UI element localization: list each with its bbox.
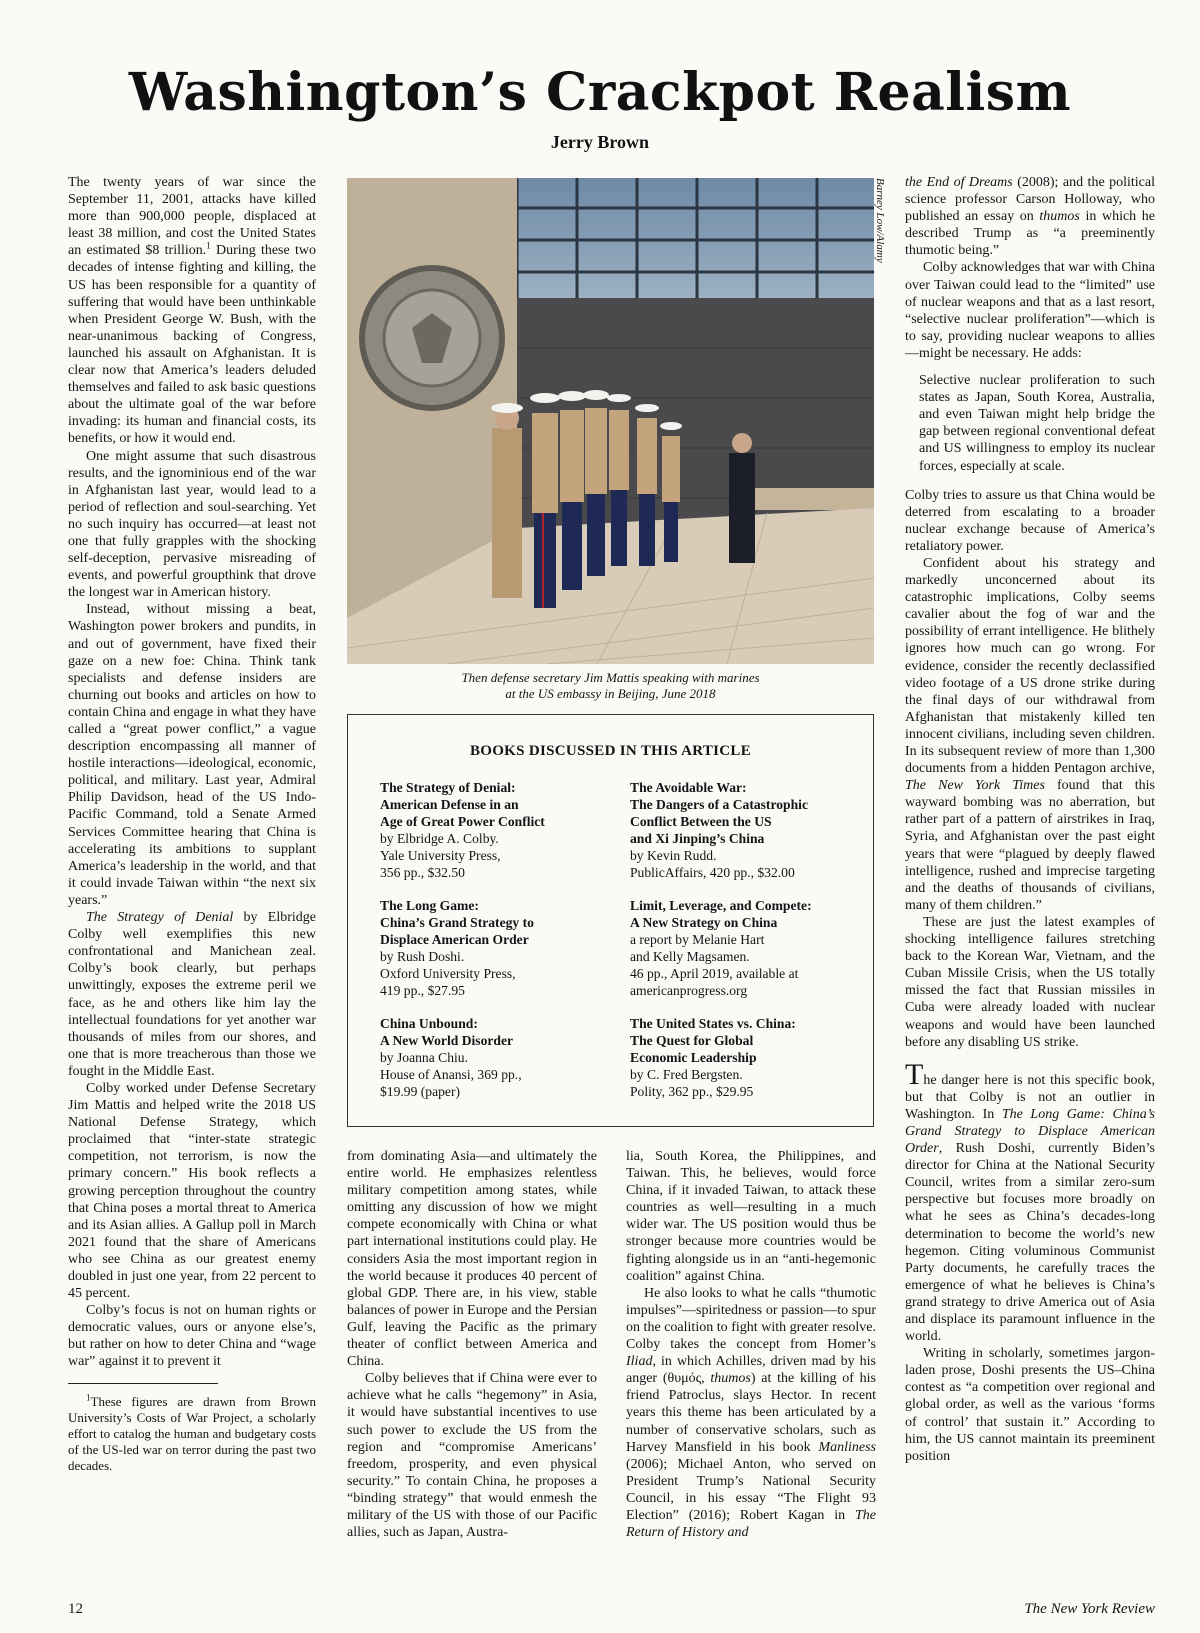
byline: Jerry Brown	[550, 132, 650, 152]
text-column-3	[626, 1148, 876, 1541]
paragraph: Confident about his strategy and markedly unconcerned about its catastrophic implications, Colby seems cavalier about the fog of war and the possibility of errant intelligence. He blithely ignores how much can go wrong. For evidence, consider the recently declassified video footage of a US drone strike during the final days of our withdrawal from Afghanistan that mistakenly killed ten innocent civilians, including seven children. In its subsequent review of more than 1,300 documents from a hidden Pentagon archive, The New York Times found that this wayward bombing was no aberration, but rather part of a pattern of airstrikes in Iraq, Syria, and Afghanistan over the past eight years that were “plagued by deeply flawed intelligence, rushed and imprecise targeting and the deaths of thousands of civilians, many of them children.”	[905, 555, 1155, 913]
article-photo	[347, 178, 874, 664]
paragraph: Writing in scholarly, sometimes jargon-laden prose, Doshi presents the US–China contest as “a competition over regional and global order, as well as the various ‘forms of control’ that sustain it.” According to him, the US cannot maintain its preeminent position	[905, 1346, 1155, 1464]
article-title: Washington’s Crackpot Realism	[128, 62, 1072, 123]
book-entry: The United States vs. China: The Quest for Global Economic Leadership by C. Fred Bergsten. Polity, 362 pp., $29.95	[630, 1016, 796, 1099]
paragraph: He also looks to what he calls “thumotic impulses”—spiritedness or passion—to spur on the coalition to fight with greater resolve. Colby takes the concept from Homer’s Iliad, in which Achilles, driven mad by his anger (θυμός, thumos) at the killing of his friend Patroclus, slays Hector. In recent years this theme has been articulated by a number of conservative scholars, such as Harvey Mansfield in his book Manliness (2006); Michael Anton, who served on President Trump’s National Security Council, in his essay “The Flight 93 Election” (2016); Robert Kagan in The Return of History and	[626, 1285, 876, 1541]
paragraph: One might assume that such disastrous results, and the ignominious end of the war in Afghanistan last year, would lead to a period of reflection and soul-searching. Yet no such inquiry has occurred—at least not one that fully grapples with the shocking self-deception, pervasive misreading of events, and powerful groupthink that drove the longest war in American history.	[68, 448, 316, 601]
book-entry: The Avoidable War: The Dangers of a Catastrophic Conflict Between the US and Xi Jinping’s China by Kevin Rudd. PublicAffairs, 420 pp., $32.00	[630, 780, 808, 880]
text-column-1	[68, 174, 316, 1474]
books-discussed-box	[347, 714, 874, 1127]
text-column-4	[905, 174, 1155, 1465]
photo-caption: Then defense secretary Jim Mattis speaking with marines at the US embassy in Beijing, June 2018	[461, 670, 760, 701]
book-entry: The Strategy of Denial: American Defense in an Age of Great Power Conflict by Elbridge A. Colby. Yale University Press, 356 pp., $32.50	[380, 780, 545, 880]
photo-credit: Barney Low/Alamy	[874, 178, 886, 263]
book-entry: China Unbound: A New World Disorder by Joanna Chiu. House of Anansi, 369 pp., $19.99 (paper)	[380, 1016, 522, 1099]
footnote: $^1$These figures are drawn from Brown University’s Costs of War Project, a scholarly effort to catalog the human and budgetary costs of the US-led war on terror during the past two decades.	[68, 1392, 316, 1473]
page-number: 12	[68, 1601, 83, 1617]
books-box-heading: BOOKS DISCUSSED IN THIS ARTICLE	[469, 743, 752, 759]
embassy-marines-illustration	[347, 178, 874, 664]
paragraph: Colby tries to assure us that China would be deterred from escalating to a broader nuclear exchange because of America’s retaliatory power.	[905, 487, 1155, 554]
paragraph: These are just the latest examples of shocking intelligence failures stretching back to the Korean War, Vietnam, and the Cuban Missile Crisis, when the US totally missed the fact that Russian missiles in Cuba were already loaded with nuclear weapons and would have been launched before any disabling US strike.	[905, 914, 1155, 1050]
footnote-marker: 1	[206, 240, 211, 251]
paragraph: Instead, without missing a beat, Washington power brokers and pundits, in and out of government, have fixed their gaze on a new foe: China. Think tank specialists and defense insiders are churning out books and articles on how to contain China and engage in what they have called a “great power conflict,” a vague description encompassing all manner of hostile interactions—ideological, economic, political, and military. Last year, Admiral Philip Davidson, head of the US Indo-Pacific Command, told a Senate Armed Services Committee hearing that China is accelerating its ambitions to supplant America’s leadership in the world, and that it could invade Taiwan within “the next six years.”	[68, 602, 316, 908]
paragraph: Colby believes that if China were ever to achieve what he calls “hegemony” in Asia, it would have substantial incentives to use such power to exclude the US from the region and “compromise Americans’ freedom, prosperity, and even physical security.” To contain China, he proposes a “binding strategy” that would enmesh the military of the US with those of our Pacific allies, such as Japan, Austra-	[347, 1371, 597, 1541]
publication-name: The New York Review	[1024, 1601, 1155, 1617]
block-quote: Selective nuclear proliferation to such states as Japan, South Korea, Australia, and even Taiwan might help bridge the gap between regional conventional defeat and US willingness to employ its nuclear forces, especially at scale.	[919, 373, 1155, 474]
paragraph: Colby’s focus is not on human rights or democratic values, ours or anyone else’s, but rather on how to deter China and “wage war” against it to prevent it	[68, 1303, 316, 1370]
book-entry: Limit, Leverage, and Compete: A New Strategy on China a report by Melanie Hart and Kelly Magsamen. 46 pp., April 2019, available at americanprogress.org	[630, 898, 812, 998]
text-column-2	[347, 1148, 597, 1541]
paragraph: lia, South Korea, the Philippines, and Taiwan. This, he believes, would force China, if it invaded Taiwan, to attack these countries as well—resulting in a much wider war. The US position would thus be stronger because more countries would be fighting alongside us in an “anti-hegemonic coalition” against China.	[626, 1149, 876, 1284]
paragraph: The twenty years of war since the September 11, 2001, attacks have killed more than 900,000 people, displaced at least 38 million, and cost the United States an estimated $8 trillion.$^1$ During these two decades of intense fighting and killing, the US has been responsible for a quantity of suffering that would have been unthinkable when President George W. Bush, with the near-unanimous backing of Congress, launched his assault on Afghanistan. It is clear now that America’s leaders deluded themselves and failed to ask basic questions about the ultimate goal of the war before invading: its human and financial costs, its benefits, or how it would end.	[68, 175, 316, 447]
paragraph: Colby acknowledges that war with China over Taiwan could lead to the “limited” use of nuclear weapons and that as a last resort, “selective nuclear proliferation”—which is to say, providing nuclear weapons to allies—might be necessary. He adds:	[905, 260, 1155, 361]
paragraph: Colby worked under Defense Secretary Jim Mattis and helped write the 2018 US National Defense Strategy, which proclaimed that “inter-state strategic competition, not terrorism, is now the primary concern.” His book reflects a growing perception throughout the country that China poses a mortal threat to America and its Asian allies. A Gallup poll in March 2021 found that the share of Americans who see China as our greatest enemy doubled in just one year, from 22 percent to 45 percent.	[68, 1080, 316, 1302]
paragraph: The Strategy of Denial by Elbridge Colby well exemplifies this new confrontational and Manichean zeal. Colby’s book clearly, but perhaps unwittingly, exposes the extreme peril we face, as he and others like him lay the intellectual foundations for yet another war thousands of miles from our shores, and one that is more treacherous than those we fought in the Middle East.	[68, 910, 316, 1079]
footnote-rule	[68, 1383, 218, 1384]
paragraph: the End of Dreams (2008); and the political science professor Carson Holloway, who published an essay on thumos in which he described Trump as “a preeminently thumotic being.”	[905, 175, 1155, 259]
paragraph: from dominating Asia—and ultimately the entire world. He emphasizes relentless military competition among states, while omitting any discussion of how we might compete economically with China or what part international institutions could play. He considers Asia the most important region in the world because it produces 40 percent of global GDP. There are, in his view, stable balances of power in Europe and the Persian Gulf, leaving the Pacific as the primary theater of conflict between America and China.	[347, 1149, 597, 1370]
book-entry: The Long Game: China’s Grand Strategy to Displace American Order by Rush Doshi. Oxford University Press, 419 pp., $27.95	[380, 898, 534, 998]
paragraph: The danger here is not this specific book, but that Colby is not an outlier in Washington. In The Long Game: China’s Grand Strategy to Displace American Order, Rush Doshi, currently Biden’s director for China at the National Security Council, writes from a similar zero-sum perspective but focuses more broadly on what he sees as China’s decades-long determination to become the world’s new hegemon. Citing voluminous Communist Party documents, he carefully traces the emergence of what he believes is China’s grand strategy to drive America out of Asia and displace its paramount influence in the world.	[905, 1057, 1156, 1345]
